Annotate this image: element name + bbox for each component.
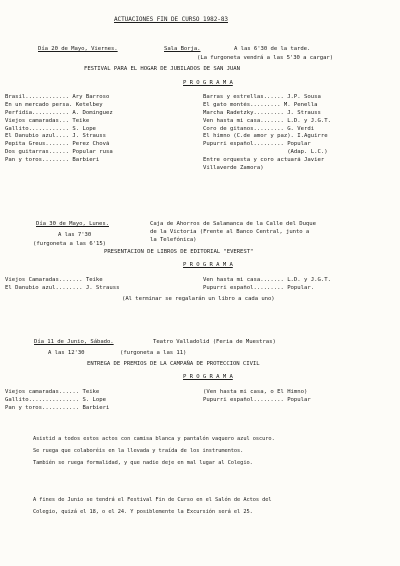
event2-venue-line2: de la Victoria (Frente al Banco Central, junto a	[150, 229, 310, 235]
event2-date: Día 30 de Mayo, Lunes.	[36, 221, 109, 227]
program-item: Pan y toros........ Barbieri	[5, 157, 100, 164]
program-item: (Ven hasta mi casa, o El Himno)	[203, 389, 308, 395]
event2-festival-title: PRESENTACION DE LIBROS DE EDITORIAL "EVEREST"	[104, 249, 254, 255]
event1-festival-title: FESTIVAL PARA EL HOGAR DE JUBILADOS DE SAN JUAN	[84, 66, 240, 72]
event1-program-left	[5, 94, 200, 165]
program-item: Barras y estrellas...... J.P. Sousa	[203, 94, 321, 100]
program-item: Perfidia........... A. Dominguez	[5, 109, 113, 116]
program-item: Villaverde Zamora)	[203, 165, 264, 172]
event2-program-right	[203, 277, 398, 293]
event1-venue: Sala Borja.	[164, 46, 201, 52]
program-item: Viejos Camaradas....... Teike	[5, 277, 103, 283]
note-behaviour: También se ruega formalidad, y que nadie deje en mal lugar al Colegio.	[33, 460, 253, 466]
event1-date: Día 20 de Mayo, Viernes.	[38, 46, 118, 52]
program-item: Pepita Greus....... Perez Chová	[5, 141, 110, 148]
program-item: Coro de gitanos......... G. Verdi	[203, 125, 315, 132]
program-item: Pupurri español......... Popular.	[203, 284, 315, 291]
event2-venue-line1: Caja de Ahorros de Salamanca de la Calle del Duque	[150, 221, 316, 227]
program-item: Ven hasta mi casa....... L.D. y J.G.T.	[203, 117, 331, 124]
event3-programa-heading: P R O G R A M A	[183, 374, 233, 380]
event2-time: A las 7'30	[58, 232, 92, 238]
program-item: Entre orquesta y coro actuará Javier	[203, 157, 325, 164]
event2-note: (furgoneta a las 6'15)	[33, 241, 106, 247]
event3-date: Día 11 de Junio, Sábado.	[34, 339, 114, 345]
program-item: Marcha Radetzky......... J. Strauss	[203, 109, 321, 116]
event2-venue-line3: la Telefónica)	[150, 237, 197, 243]
program-item: El gato montés......... M. Penella	[203, 101, 318, 108]
event1-program-right	[203, 94, 398, 173]
event1-time: A las 6'30 de la tarde.	[234, 46, 311, 52]
program-item: El Danubio azul........ J. Strauss	[5, 284, 120, 291]
event3-time: A las 12'30	[48, 350, 85, 356]
program-item: Dos guitarras...... Popular rusa	[5, 149, 113, 156]
event3-program-right	[203, 389, 398, 405]
program-item: Viejos camaradas...... Teike	[5, 389, 100, 395]
program-item: Gallito............... S. Lope	[5, 396, 107, 403]
event2-program-left	[5, 277, 200, 293]
program-item: Brasil............. Ary Barroso	[5, 94, 110, 100]
note-instruments: Se ruega que colaboréis en la llevada y traída de los instrumentos.	[33, 448, 244, 454]
note-dress-code: Asistid a todos estos actos con camisa blanca y pantalón vaquero azul oscuro.	[33, 436, 275, 442]
program-item: Ven hasta mi casa....... L.D. y J.G.T.	[203, 277, 331, 283]
event3-venue: Teatro Valladolid (Feria de Muestras)	[153, 339, 276, 345]
event2-programa-heading: P R O G R A M A	[183, 262, 233, 268]
document-title: ACTUACIONES FIN DE CURSO 1982-83	[114, 16, 228, 23]
event1-programa-heading: P R O G R A M A	[183, 80, 233, 86]
program-item: (Adap. L.C.)	[203, 149, 328, 156]
program-item: El himno (C.de amor y paz). I.Aguirre	[203, 133, 328, 140]
event2-footer-note: (Al terminar se regalarán un libro a cada uno)	[122, 296, 275, 302]
program-item: Pan y toros........... Barbieri	[5, 404, 110, 411]
program-item: Pupurri español......... Popular	[203, 396, 311, 403]
event3-note: (furgoneta a las 11)	[120, 350, 187, 356]
program-item: Pupurri español......... Popular	[203, 141, 311, 148]
event1-note: (La furgoneta vendrá a las 5'30 a cargar)	[197, 55, 334, 61]
event3-festival-title: ENTREGA DE PREMIOS DE LA CAMPAÑA DE PROTECCION CIVIL	[87, 361, 260, 367]
program-item: Viejos camaradas... Teike	[5, 117, 90, 124]
program-item: Gallito............ S. Lope	[5, 125, 96, 132]
event3-program-left	[5, 389, 200, 413]
closing-line-2: Colegio, quizá el 18, o el 24. Y posiblemente la Excursión será el 25.	[33, 509, 253, 515]
program-item: El Danubio azul.... J. Strauss	[5, 133, 107, 140]
program-item: En un mercado persa. Ketelbey	[5, 101, 103, 108]
closing-line-1: A fines de Junio se tendrá el Festival Fin de Curso en el Salón de Actos del	[33, 497, 272, 503]
